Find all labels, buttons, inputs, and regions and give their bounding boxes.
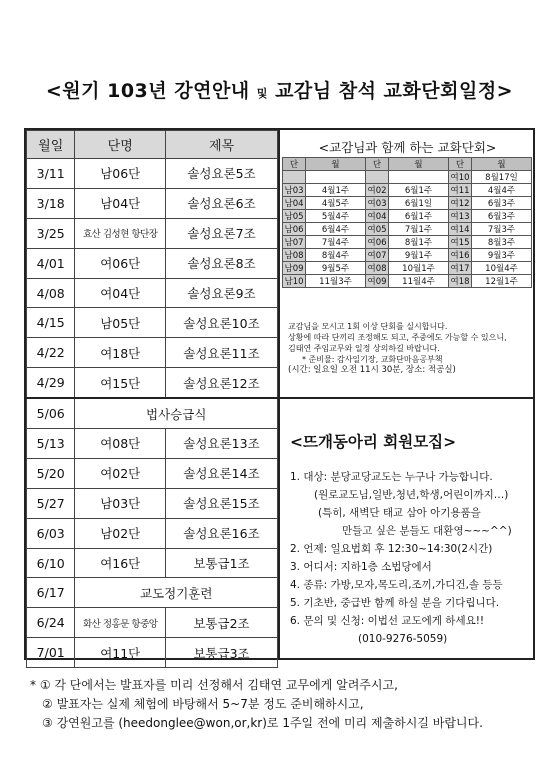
conv-month: 7월3주: [472, 223, 532, 236]
schedule-row: [27, 338, 278, 368]
schedule-event: 교도정기훈련: [75, 578, 278, 608]
conv-month: 9월1주: [389, 249, 449, 262]
schedule-topic: 솔성요론6조: [166, 188, 278, 218]
schedule-topic: 솔성요론16조: [166, 518, 278, 548]
schedule-row: [27, 458, 278, 488]
conv-month: 8월4주: [306, 249, 366, 262]
conv-unit: 남07: [283, 236, 306, 249]
club-line: 5. 기초반, 중급반 함께 하실 분을 기다립니다.: [290, 597, 500, 609]
conv-month: 6월4주: [306, 223, 366, 236]
conv-month: 8월3주: [472, 236, 532, 249]
schedule-row: [27, 218, 278, 248]
conv-row: [283, 236, 532, 249]
club-line: 4. 종류: 가방,모자,목도리,조끼,가디건,솔 등등: [290, 579, 503, 591]
conv-month: [306, 171, 366, 184]
conv-unit: 여04: [366, 210, 389, 223]
schedule-row: [27, 429, 278, 459]
schedule-unit: 남04단: [75, 188, 166, 218]
club-info: [282, 468, 534, 648]
schedule-unit: 효산 김성현 항단장: [75, 218, 166, 248]
schedule-row: [27, 548, 278, 578]
conv-unit: 여03: [366, 197, 389, 210]
col-header-topic: 제목: [166, 131, 278, 159]
conv-unit: [366, 171, 389, 184]
conv-row: [283, 210, 532, 223]
schedule-date: 5/13: [27, 429, 75, 459]
schedule-date: 5/20: [27, 458, 75, 488]
footer-notes: [30, 676, 483, 733]
schedule-unit: 남02단: [75, 518, 166, 548]
conv-row: [283, 275, 532, 288]
conv-row: [283, 249, 532, 262]
conv-month: 4월1주: [306, 184, 366, 197]
conv-unit: 여12: [449, 197, 472, 210]
schedule-date: 5/06: [27, 398, 75, 428]
club-title: <뜨개동아리 회원모집>: [290, 433, 457, 451]
schedule-unit: 남06단: [75, 159, 166, 189]
conv-month: 7월4주: [306, 236, 366, 249]
schedule-row: [27, 518, 278, 548]
conv-row: [283, 184, 532, 197]
conv-unit: 남06: [283, 223, 306, 236]
conv-unit: 남04: [283, 197, 306, 210]
lecture-schedule-table: [26, 130, 278, 668]
conv-month: 9월3주: [472, 249, 532, 262]
conv-month: 10월1주: [389, 262, 449, 275]
schedule-unit: 남03단: [75, 488, 166, 518]
col-header-unit: 단명: [75, 131, 166, 159]
conv-header: 월: [472, 158, 532, 171]
conv-month: 7월1주: [389, 223, 449, 236]
conv-row: [283, 262, 532, 275]
schedule-unit: 화산 정홍문 항중앙: [75, 608, 166, 638]
conv-month: 11월3주: [306, 275, 366, 288]
conv-row: [283, 197, 532, 210]
conv-month: 11월4주: [389, 275, 449, 288]
schedule-row: [27, 578, 278, 608]
schedule-date: 4/01: [27, 248, 75, 278]
schedule-row: [27, 608, 278, 638]
conv-month: 6월3주: [472, 197, 532, 210]
club-line: (010-9276-5059): [358, 633, 448, 645]
schedule-date: 4/29: [27, 368, 75, 398]
conv-unit: 남10: [283, 275, 306, 288]
conv-month: 8월17일: [472, 171, 532, 184]
title-rest: 교감님 참석 교화단회일정>: [275, 80, 514, 102]
conv-header: 단: [449, 158, 472, 171]
schedule-topic: 보통급3조: [166, 638, 278, 668]
conv-month: 6월3주: [472, 210, 532, 223]
conv-notes: [282, 321, 532, 376]
schedule-topic: 솔성요론12조: [166, 368, 278, 398]
schedule-unit: 여16단: [75, 548, 166, 578]
conv-unit: [283, 171, 306, 184]
footer-line: ③ 강연원고를 (heedonglee@won,or,kr)로 1주일 전에 미리 제출하시길 바랍니다.: [42, 716, 483, 730]
conv-header: 월: [389, 158, 449, 171]
schedule-unit: 남05단: [75, 308, 166, 338]
conv-header: 단: [283, 158, 306, 171]
note-line: 김태연 주임교무와 일정 상의하길 바랍니다.: [288, 344, 440, 353]
conv-unit: 여02: [366, 184, 389, 197]
col-header-date: 월일: [27, 131, 75, 159]
schedule-topic: 보통급2조: [166, 608, 278, 638]
note-line: * 준비물: 감사일기장, 교화단마음공부책: [302, 355, 443, 364]
schedule-topic: 솔성요론5조: [166, 159, 278, 189]
conv-month: 6월1주: [389, 210, 449, 223]
conv-row: [283, 171, 532, 184]
club-line: 2. 언제: 일요법회 후 12:30~14:30(2시간): [290, 543, 493, 555]
schedule-unit: 여06단: [75, 248, 166, 278]
conv-schedule-table: [282, 157, 532, 288]
conv-month: 5월4주: [306, 210, 366, 223]
title-and: 및: [256, 87, 268, 100]
schedule-topic: 보통급1조: [166, 548, 278, 578]
schedule-date: 6/24: [27, 608, 75, 638]
conv-unit: 여08: [366, 262, 389, 275]
conv-unit: 여15: [449, 236, 472, 249]
conv-month: 4월5주: [306, 197, 366, 210]
conv-header: 단: [366, 158, 389, 171]
conv-month: 6월1주: [389, 184, 449, 197]
schedule-date: 6/17: [27, 578, 75, 608]
conv-month: 9월5주: [306, 262, 366, 275]
page-title: [0, 76, 559, 103]
schedule-unit: 여11단: [75, 638, 166, 668]
schedule-date: 7/01: [27, 638, 75, 668]
club-line: 만들고 싶은 분들도 대환영~~~^^): [342, 525, 512, 537]
conv-month: [389, 171, 449, 184]
column-divider: [278, 130, 280, 658]
conv-unit: 여14: [449, 223, 472, 236]
schedule-row: [27, 248, 278, 278]
schedule-topic: 솔성요론10조: [166, 308, 278, 338]
club-line: (특히, 새벽단 태교 삼아 아기용품을: [318, 507, 481, 519]
schedule-topic: 솔성요론15조: [166, 488, 278, 518]
club-line: 3. 어디서: 지하1층 소법당에서: [290, 561, 432, 573]
conv-unit: 여07: [366, 249, 389, 262]
conv-row: [283, 223, 532, 236]
footer-line: * ① 각 단에서는 발표자를 미리 선정해서 김태연 교무에게 알려주시고,: [30, 678, 398, 692]
section-divider: [278, 397, 535, 399]
conv-unit: 여05: [366, 223, 389, 236]
footer-line: ② 발표자는 실제 체험에 바탕해서 5~7분 정도 준비해하시고,: [42, 697, 364, 711]
schedule-unit: 여15단: [75, 368, 166, 398]
club-line: 1. 대상: 분당교당교도는 누구나 가능합니다.: [290, 471, 493, 483]
schedule-topic: 솔성요론11조: [166, 338, 278, 368]
schedule-frame: [24, 128, 535, 660]
schedule-row: [27, 368, 278, 398]
conv-unit: 여16: [449, 249, 472, 262]
schedule-row: [27, 188, 278, 218]
conv-header: 월: [306, 158, 366, 171]
conv-month: 10월4주: [472, 262, 532, 275]
schedule-unit: 여18단: [75, 338, 166, 368]
note-time: (시간: 일요일 오전 11시 30분, 장소: 적공실): [288, 365, 456, 375]
schedule-unit: 여04단: [75, 278, 166, 308]
schedule-row: [27, 278, 278, 308]
schedule-row: [27, 398, 278, 428]
schedule-topic: 솔성요론14조: [166, 458, 278, 488]
conv-unit: 여10: [449, 171, 472, 184]
conv-unit: 남03: [283, 184, 306, 197]
conv-unit: 남09: [283, 262, 306, 275]
schedule-unit: 여08단: [75, 429, 166, 459]
club-line: 6. 문의 및 신청: 이법선 교도에게 하세요!!: [290, 615, 485, 627]
conv-unit: 남05: [283, 210, 306, 223]
conv-unit: 여06: [366, 236, 389, 249]
schedule-topic: 솔성요론9조: [166, 278, 278, 308]
schedule-topic: 솔성요론7조: [166, 218, 278, 248]
schedule-date: 3/18: [27, 188, 75, 218]
schedule-unit: 여02단: [75, 458, 166, 488]
schedule-row: [27, 638, 278, 668]
conv-unit: 여13: [449, 210, 472, 223]
schedule-topic: 솔성요론13조: [166, 429, 278, 459]
conv-month: 8월1주: [389, 236, 449, 249]
schedule-topic: 솔성요론8조: [166, 248, 278, 278]
schedule-date: 4/15: [27, 308, 75, 338]
schedule-date: 5/27: [27, 488, 75, 518]
schedule-date: 3/11: [27, 159, 75, 189]
conv-title: <교감님과 함께 하는 교화단회>: [318, 140, 497, 155]
schedule-row: [27, 488, 278, 518]
schedule-event: 법사승급식: [75, 398, 278, 428]
schedule-date: 6/10: [27, 548, 75, 578]
schedule-row: [27, 159, 278, 189]
note-line: 상황에 따라 단끼리 조정해도 되고, 주중에도 가능할 수 있으니,: [288, 333, 507, 342]
conv-month: 12월1주: [472, 275, 532, 288]
schedule-date: 4/08: [27, 278, 75, 308]
conv-unit: 여17: [449, 262, 472, 275]
club-line: (원로교도님,일반,청년,학생,어린이까지…): [314, 489, 509, 501]
schedule-date: 3/25: [27, 218, 75, 248]
conv-unit: 여11: [449, 184, 472, 197]
schedule-row: [27, 308, 278, 338]
conv-unit: 여09: [366, 275, 389, 288]
title-main: <원기 103년 강연안내: [45, 80, 250, 102]
conv-unit: 여18: [449, 275, 472, 288]
conv-unit: 남08: [283, 249, 306, 262]
schedule-date: 6/03: [27, 518, 75, 548]
note-line: 교감님을 모시고 1회 이상 단회를 실시합니다.: [288, 322, 448, 331]
schedule-date: 4/22: [27, 338, 75, 368]
conv-month: 6월1일: [389, 197, 449, 210]
conv-month: 4월4주: [472, 184, 532, 197]
